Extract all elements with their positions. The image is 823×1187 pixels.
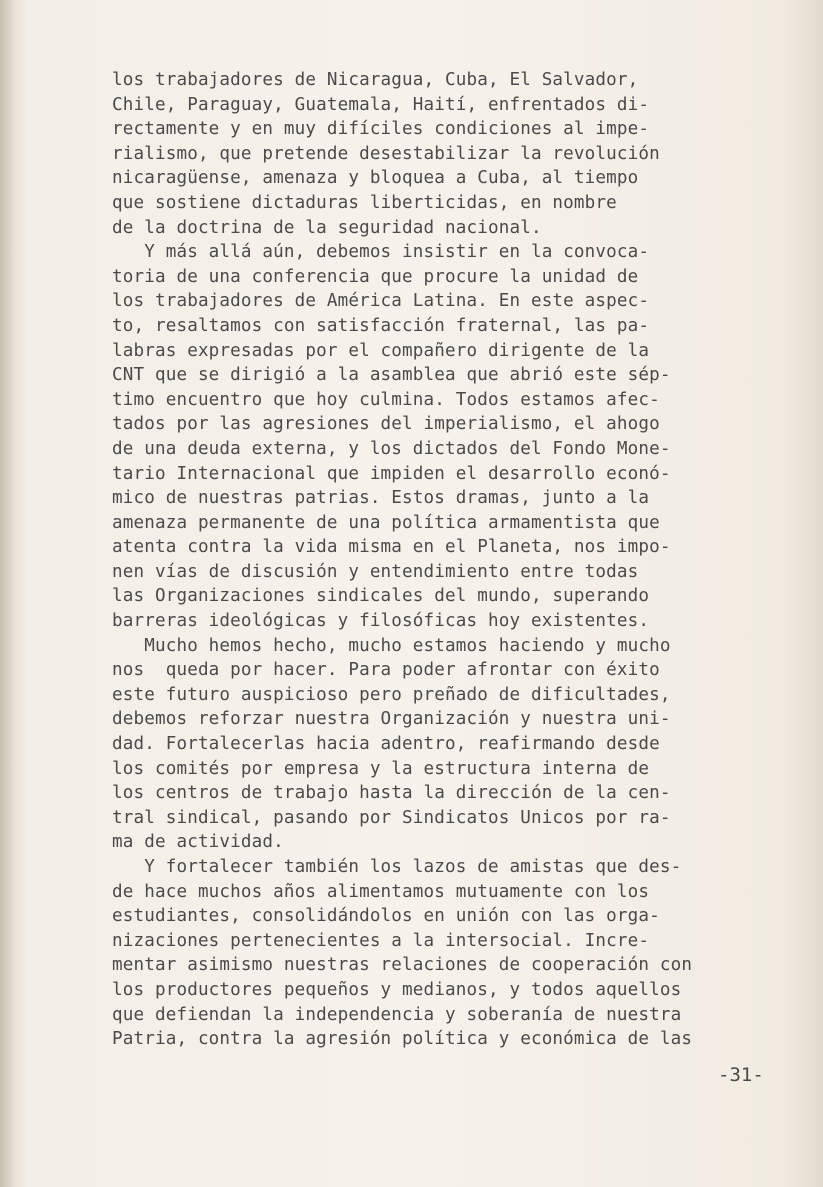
- text-line: este futuro auspicioso pero preñado de dificultades,: [112, 684, 671, 705]
- text-line: nen vías de discusión y entendimiento entre todas: [112, 561, 639, 582]
- text-line: nizaciones pertenecientes a la intersocial. Incre-: [112, 930, 650, 951]
- text-line: que defiendan la independencia y soberanía de nuestra: [112, 1004, 682, 1025]
- text-line: de una deuda externa, y los dictados del Fondo Mone-: [112, 438, 671, 459]
- text-line: que sostiene dictaduras liberticidas, en nombre: [112, 192, 617, 213]
- text-line: Mucho hemos hecho, mucho estamos haciendo y mucho: [112, 635, 671, 656]
- text-line: debemos reforzar nuestra Organización y nuestra uni-: [112, 709, 671, 730]
- text-line: nos queda por hacer. Para poder afrontar con éxito: [112, 660, 660, 681]
- text-line: las Organizaciones sindicales del mundo, superando: [112, 586, 650, 607]
- text-line: labras expresadas por el compañero dirigente de la: [112, 340, 650, 361]
- text-line: ma de actividad.: [112, 832, 284, 853]
- text-line: Chile, Paraguay, Guatemala, Haití, enfrentados di-: [112, 94, 650, 115]
- text-line: toria de una conferencia que procure la unidad de: [112, 266, 639, 287]
- text-line: estudiantes, consolidándolos en unión con las orga-: [112, 906, 660, 927]
- text-line: tario Internacional que impiden el desarrollo econó-: [112, 463, 671, 484]
- text-line: barreras ideológicas y filosóficas hoy existentes.: [112, 611, 650, 632]
- text-line: to, resaltamos con satisfacción fraternal, las pa-: [112, 315, 650, 336]
- text-line: timo encuentro que hoy culmina. Todos estamos afec-: [112, 389, 660, 410]
- text-line: los trabajadores de América Latina. En este aspec-: [112, 291, 650, 312]
- text-line: nicaragüense, amenaza y bloquea a Cuba, al tiempo: [112, 168, 639, 189]
- text-line: dad. Fortalecerlas hacia adentro, reafirmando desde: [112, 734, 660, 755]
- text-line: amenaza permanente de una política armamentista que: [112, 512, 660, 533]
- text-line: atenta contra la vida misma en el Planeta, nos impo-: [112, 537, 671, 558]
- text-line: mico de nuestras patrias. Estos dramas, junto a la: [112, 488, 650, 509]
- text-line: CNT que se dirigió a la asamblea que abrió este sép-: [112, 365, 671, 386]
- text-line: los trabajadores de Nicaragua, Cuba, El Salvador,: [112, 70, 639, 90]
- text-line: Patria, contra la agresión política y económica de las: [112, 1029, 693, 1050]
- text-line: tral sindical, pasando por Sindicatos Unicos por ra-: [112, 807, 671, 828]
- text-line: Y fortalecer también los lazos de amistas que des-: [112, 857, 682, 877]
- text-line: de la doctrina de la seguridad nacional.: [112, 217, 542, 238]
- body-text: [112, 68, 772, 1052]
- page-number: -31-: [718, 1064, 764, 1086]
- text-line: tados por las agresiones del imperialismo, el ahogo: [112, 414, 660, 435]
- text-line: de hace muchos años alimentamos mutuamente con los: [112, 881, 650, 902]
- text-line: rialismo, que pretende desestabilizar la revolución: [112, 143, 660, 164]
- text-line: Y más allá aún, debemos insistir en la convoca-: [112, 242, 650, 263]
- text-line: los centros de trabajo hasta la dirección de la cen-: [112, 783, 671, 804]
- text-line: rectamente y en muy difíciles condiciones al impe-: [112, 119, 650, 140]
- text-line: mentar asimismo nuestras relaciones de cooperación con: [112, 955, 693, 976]
- text-line: los comités por empresa y la estructura interna de: [112, 758, 650, 779]
- text-line: los productores pequeños y medianos, y todos aquellos: [112, 979, 682, 1000]
